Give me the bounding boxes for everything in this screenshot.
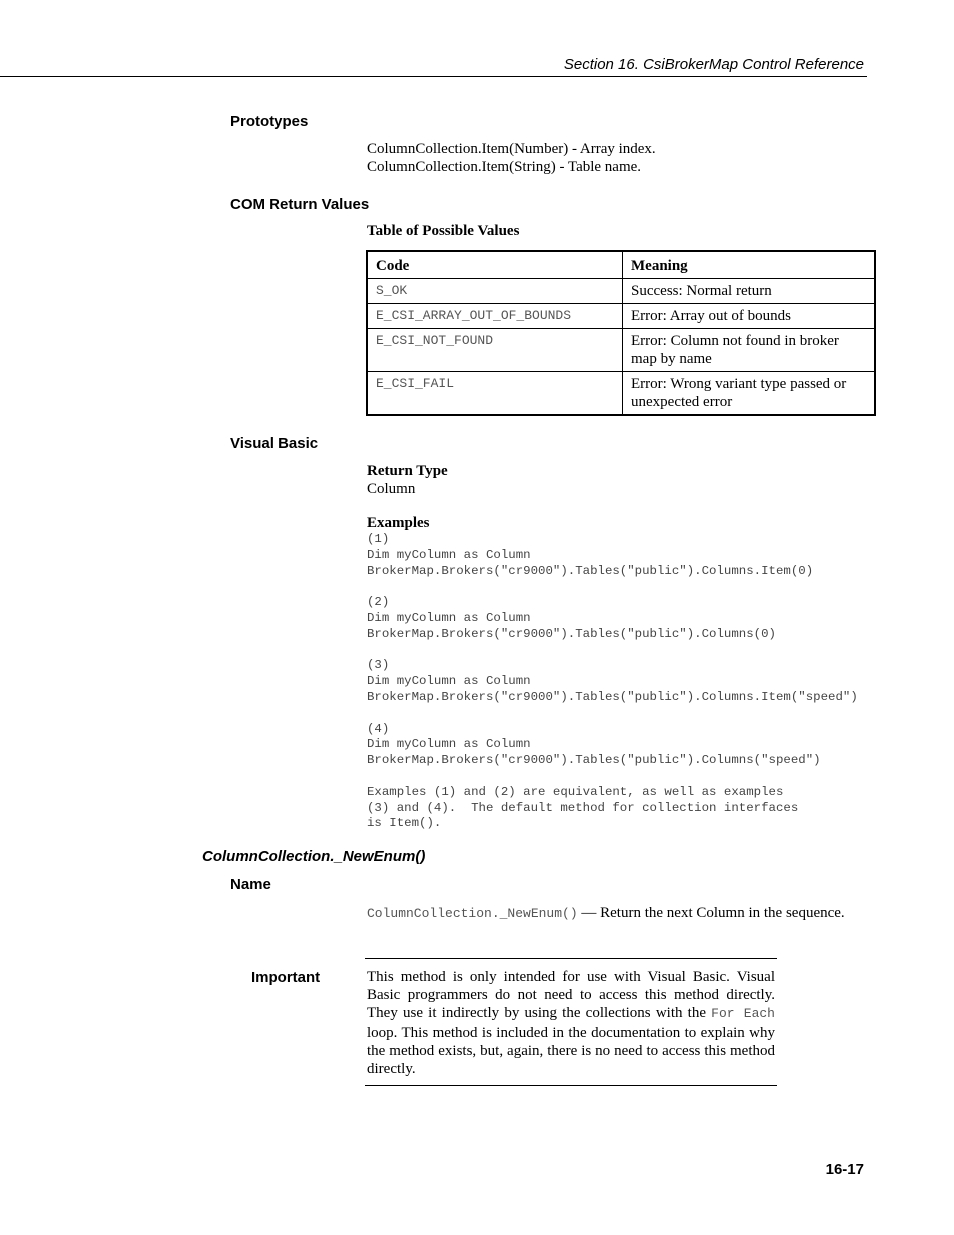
code-line: BrokerMap.Brokers("cr9000").Tables("public").Columns.Item("speed")	[367, 689, 858, 704]
note-line: (3) and (4). The default method for collection interfaces	[367, 800, 799, 815]
return-type-block	[367, 462, 448, 498]
prototype-line: ColumnCollection.Item(Number) - Array index.	[367, 141, 656, 157]
code-line: Dim myColumn as Column	[367, 547, 531, 562]
meaning-cell: Error: Array out of bounds	[623, 304, 876, 329]
newenum-title: ColumnCollection._NewEnum()	[202, 848, 426, 865]
note-text: This method is only intended for use with Visual Basic. Visual Basic programmers do not need to access this method directly. They use it indirectly by using the collections with the	[367, 969, 775, 1022]
note-text: loop. This method is included in the documentation to explain why the method exists, but, again, there is no need to access this method directly.	[367, 1024, 775, 1078]
name-description	[367, 904, 847, 923]
visual-basic-heading: Visual Basic	[230, 435, 319, 452]
examples-note	[367, 785, 858, 832]
name-heading: Name	[230, 876, 271, 893]
header-rule	[0, 76, 867, 77]
example-2	[367, 595, 858, 642]
code-line: Dim myColumn as Column	[367, 737, 531, 752]
prototypes-list	[367, 140, 656, 176]
code-cell: S_OK	[367, 279, 623, 304]
examples-label: Examples	[367, 515, 430, 531]
code-cell: E_CSI_FAIL	[367, 372, 623, 416]
meaning-cell: Error: Wrong variant type passed or unexpected error	[623, 372, 876, 416]
examples-block	[367, 514, 858, 832]
method-description: — Return the next Column in the sequence.	[577, 905, 845, 921]
important-label: Important	[251, 969, 321, 986]
meaning-cell: Success: Normal return	[623, 279, 876, 304]
example-number: (3)	[367, 658, 390, 673]
example-4	[367, 722, 858, 769]
table-row	[367, 304, 875, 329]
column-header-code: Code	[367, 251, 623, 279]
code-line: BrokerMap.Brokers("cr9000").Tables("public").Columns(0)	[367, 626, 776, 641]
code-cell: E_CSI_NOT_FOUND	[367, 329, 623, 372]
code-cell: E_CSI_ARRAY_OUT_OF_BOUNDS	[367, 304, 623, 329]
table-row	[367, 279, 875, 304]
example-number: (4)	[367, 721, 390, 736]
running-header: Section 16. CsiBrokerMap Control Reference	[563, 56, 864, 73]
method-signature: ColumnCollection._NewEnum()	[367, 906, 578, 921]
table-title: Table of Possible Values	[367, 223, 520, 239]
table-header-row	[367, 251, 875, 279]
table-row	[367, 329, 875, 372]
column-header-meaning: Meaning	[623, 251, 876, 279]
example-number: (2)	[367, 595, 390, 610]
note-line: is Item().	[367, 816, 442, 831]
return-type-value: Column	[367, 481, 416, 497]
example-number: (1)	[367, 532, 390, 546]
prototypes-heading: Prototypes	[230, 113, 309, 130]
code-line: BrokerMap.Brokers("cr9000").Tables("public").Columns.Item(0)	[367, 563, 814, 578]
inline-code: For Each	[711, 1006, 775, 1022]
example-1	[367, 532, 858, 579]
table-row	[367, 372, 875, 416]
code-line: Dim myColumn as Column	[367, 674, 531, 689]
possible-values-table	[366, 250, 876, 416]
example-3	[367, 658, 858, 705]
note-line: Examples (1) and (2) are equivalent, as well as examples	[367, 784, 784, 799]
code-line: BrokerMap.Brokers("cr9000").Tables("public").Columns("speed")	[367, 753, 821, 768]
meaning-cell: Error: Column not found in broker map by name	[623, 329, 876, 372]
important-note-box	[365, 958, 777, 1086]
code-line: Dim myColumn as Column	[367, 610, 531, 625]
prototype-line: ColumnCollection.Item(String) - Table name.	[367, 159, 642, 175]
page-number: 16-17	[825, 1161, 864, 1178]
important-note-text	[367, 968, 775, 1078]
return-type-label: Return Type	[367, 463, 448, 479]
com-return-values-heading: COM Return Values	[230, 196, 370, 213]
